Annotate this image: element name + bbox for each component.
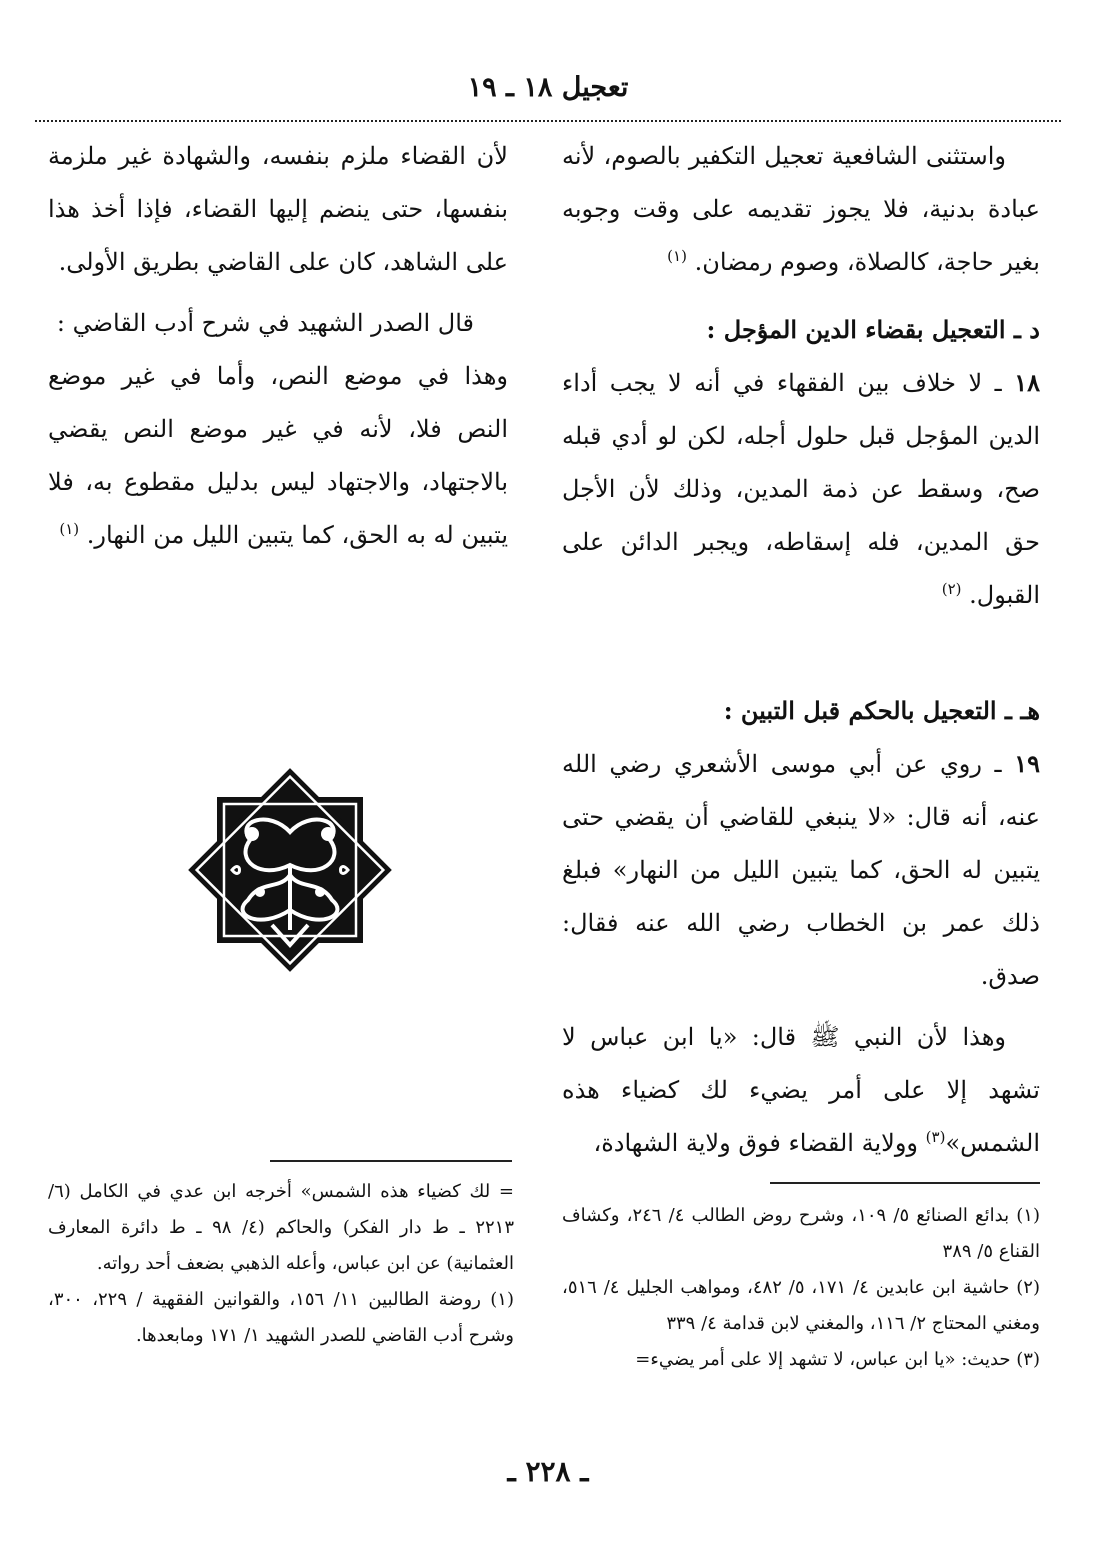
paragraph-20-end: وولاية القضاء فوق ولاية الشهادة،: [593, 1129, 919, 1157]
islamic-star-ornament-icon: [180, 760, 400, 980]
footnote-left-1: (١) روضة الطالبين ١١/ ١٥٦، والقوانين الفقهية / ٢٢٩، ٣٠٠، وشرح أدب القاضي للصدر الشهيد ١/ ١٧١ ومابعدها.: [48, 1289, 514, 1346]
left-paragraph-1: لأن القضاء ملزم بنفسه، والشهادة غير ملزمة بنفسها، حتى ينضم إليها القضاء، فإذا أخذ هذا على الشاهد، كان على القاضي بطريق الأولى.: [48, 142, 508, 276]
section-heading-h: هـ ـ التعجيل بالحكم قبل التبين :: [723, 696, 1040, 725]
right-column: [562, 130, 1040, 1170]
footnote-marker: (٣): [925, 1128, 946, 1146]
left-column: [48, 130, 508, 562]
paragraph-19-text: ـ روي عن أبي موسى الأشعري رضي الله عنه، أنه قال: «لا ينبغي للقاضي أن يقضي حتى يتبين له الحق، كما يتبين الليل من النهار» فبلغ ذلك عمر بن الخطاب رضي الله عنه فقال: صدق.: [562, 750, 1040, 990]
header-dotted-rule: [35, 120, 1061, 122]
footnote-separator-left: [270, 1160, 512, 1162]
footnotes-right: [562, 1198, 1040, 1378]
left-paragraph-3-text: وهذا في موضع النص، وأما في غير موضع النص فلا، لأنه في غير موضع النص يقضي بالاجتهاد، والاجتهاد ليس بدليل مقطوع به، فلا يتبين له به الحق، كما يتبين الليل من النهار.: [48, 362, 508, 549]
footnote-marker: (٢): [941, 580, 962, 598]
footnotes-left: [48, 1174, 514, 1354]
paragraph-18-text: ـ لا خلاف بين الفقهاء في أنه لا يجب أداء الدين المؤجل قبل حلول أجله، لكن لو أدي قبله صح، وسقط عن ذمة المدين، وذلك لأن الأجل حق المدين، فله إسقاطه، ويجبر الدائن على القبول.: [562, 369, 1040, 609]
footnote-3: (٣) حديث: «يا ابن عباس، لا تشهد إلا على أمر يضيء=: [635, 1349, 1040, 1370]
paragraph-20-text: وهذا لأن النبي ﷺ قال: «يا ابن عباس لا تشهد إلا على أمر يضيء لك كضياء هذه الشمس»: [562, 1023, 1040, 1157]
page-header-title: تعجيل ١٨ ـ ١٩: [467, 72, 629, 103]
footnote-separator-right: [770, 1182, 1040, 1184]
paragraph-18: [562, 356, 1040, 622]
right-paragraph-1: [562, 130, 1040, 289]
footnote-marker: (١): [667, 247, 687, 265]
footnote-1: (١) بدائع الصنائع ٥/ ١٠٩، وشرح روض الطالب ٤/ ٢٤٦، وكشاف القناع ٥/ ٣٨٩: [562, 1205, 1040, 1262]
left-paragraph-2: قال الصدر الشهيد في شرح أدب القاضي :: [56, 309, 474, 337]
paragraph-number: ١٨: [1014, 368, 1040, 397]
paragraph-19: [562, 737, 1040, 1003]
paragraph-number: ١٩: [1014, 749, 1040, 778]
right-paragraph-1-text: واستثنى الشافعية تعجيل التكفير بالصوم، لأنه عبادة بدنية، فلا يجوز تقديمه على وقت وجوبه بغير حاجة، كالصلاة، وصوم رمضان.: [562, 142, 1040, 276]
footnote-3-continued: = لك كضياء هذه الشمس» أخرجه ابن عدي في الكامل (٦/ ٢٢١٣ ـ ط دار الفكر) والحاكم (٤/ ٩٨ ـ ط دائرة المعارف العثمانية) عن ابن عباس، وأعله الذهبي بضعف أحد رواته.: [48, 1181, 515, 1274]
left-paragraph-3: [48, 350, 508, 562]
footnote-2: (٢) حاشية ابن عابدين ٤/ ١٧١، ٥/ ٤٨٢، ومواهب الجليل ٤/ ٥١٦، ومغني المحتاج ٢/ ١١٦، والمغني لابن قدامة ٤/ ٣٣٩: [562, 1277, 1040, 1334]
footnote-marker: (١): [59, 520, 80, 538]
section-heading-d: د ـ التعجيل بقضاء الدين المؤجل :: [706, 315, 1040, 344]
ornament-svg: [180, 760, 400, 980]
paragraph-20: [562, 1011, 1040, 1170]
page-number: ـ ٢٢٨ ـ: [507, 1455, 589, 1488]
